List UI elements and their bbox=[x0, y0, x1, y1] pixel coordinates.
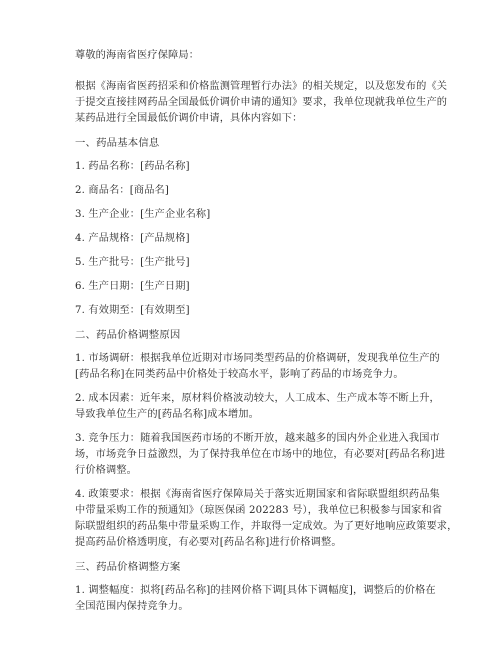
section-2-item-1-line-1: 1. 市场调研：根据我单位近期对市场同类型药品的价格调研，发现我单位生产的 bbox=[75, 353, 440, 364]
intro-line-3: 某药品进行全国最低价调价申请，具体内容如下： bbox=[75, 113, 303, 124]
section-1-item-5: 5. 生产批号：[生产批号] bbox=[75, 257, 190, 268]
section-2-item-4-line-4: 提高药品价格透明度，有必要对[药品名称]进行价格调整。 bbox=[75, 537, 342, 548]
intro-line-2: 于提交直接挂网药品全国最低价调价申请的通知》要求，我单位现就我单位生产的 bbox=[75, 97, 448, 108]
section-2-item-4-line-2: 中带量采购工作的预通知》（琼医保函 202283 号），我单位已积极参与国家和省 bbox=[75, 505, 443, 516]
section-1-item-3: 3. 生产企业：[生产企业名称] bbox=[75, 209, 211, 220]
intro-line-1: 根据《海南省医药招采和价格监测管理暂行办法》的相关规定，以及您发布的《关 bbox=[75, 81, 448, 92]
section-3-item-1-line-1: 1. 调整幅度：拟将[药品名称]的挂网价格下调[具体下调幅度]，调整后的价格在 bbox=[75, 585, 436, 596]
section-2-item-3-line-3: 行价格调整。 bbox=[75, 465, 138, 476]
section-2-item-2-line-2: 导致我单位生产的[药品名称]成本增加。 bbox=[75, 409, 259, 420]
section-2-item-4-line-3: 际联盟组织的药品集中带量采购工作，并取得一定成效。为了更好地响应政策要求， bbox=[75, 521, 458, 532]
section-2-item-3-line-2: 场，市场竞争日益激烈，为了保持我单位在市场中的地位，有必要对[药品名称]进 bbox=[75, 449, 446, 460]
section-2-item-2-line-1: 2. 成本因素：近年来，原材料价格波动较大，人工成本、生产成本等不断上升， bbox=[75, 393, 440, 404]
section-1-item-4: 4. 产品规格：[产品规格] bbox=[75, 233, 190, 244]
section-3-heading: 三、药品价格调整方案 bbox=[75, 561, 181, 573]
section-1-item-6: 6. 生产日期：[生产日期] bbox=[75, 281, 190, 292]
section-2-heading: 二、药品价格调整原因 bbox=[75, 329, 181, 341]
section-2-item-4-line-1: 4. 政策要求：根据《海南省医疗保障局关于落实近期国家和省际联盟组织药品集 bbox=[75, 489, 440, 500]
section-1-item-2: 2. 商品名：[商品名] bbox=[75, 185, 170, 196]
section-1-heading: 一、药品基本信息 bbox=[75, 137, 160, 149]
section-3-item-1-line-2: 全国范围内保持竞争力。 bbox=[75, 601, 189, 612]
section-1-item-1: 1. 药品名称：[药品名称] bbox=[75, 161, 190, 172]
section-1-item-7: 7. 有效期至：[有效期至] bbox=[75, 305, 190, 316]
section-2-item-3-line-1: 3. 竞争压力：随着我国医药市场的不断开放，越来越多的国内外企业进入我国市 bbox=[75, 433, 440, 444]
salutation: 尊敬的海南省医疗保障局： bbox=[75, 50, 200, 61]
section-2-item-1-line-2: [药品名称]在同类药品中价格处于较高水平，影响了药品的市场竞争力。 bbox=[75, 369, 404, 380]
